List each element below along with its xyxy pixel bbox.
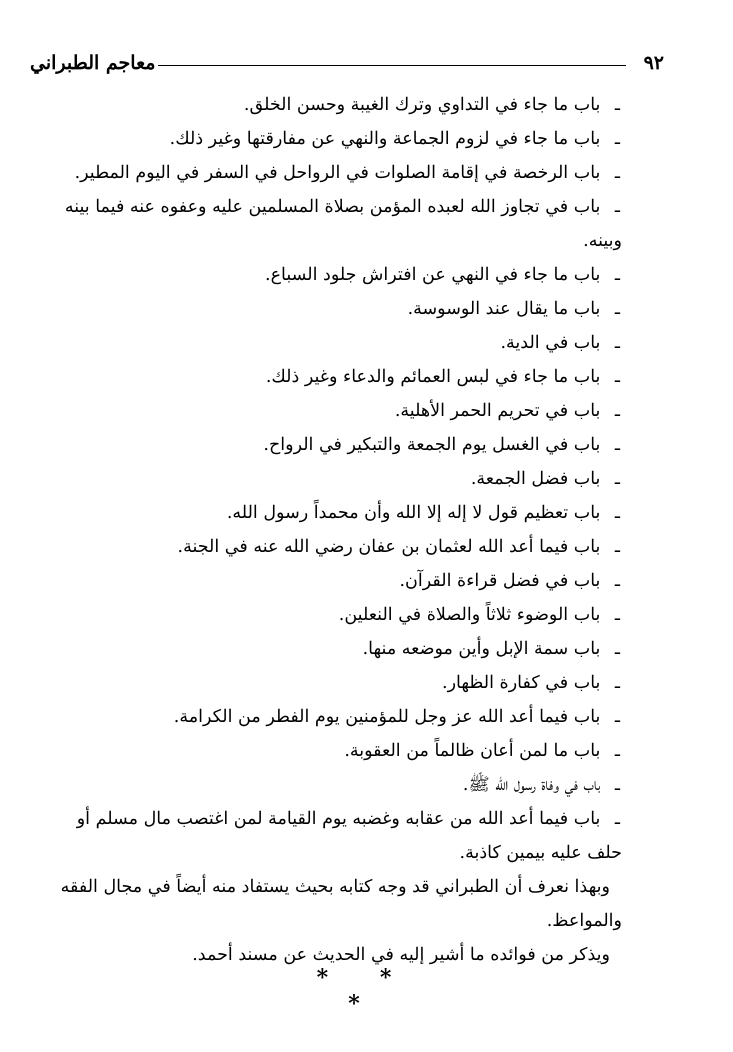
item-dash: ـ	[614, 299, 620, 319]
list-item	[62, 428, 620, 462]
item-dash: ـ	[614, 333, 620, 353]
item-continuation: حلف عليه بيمين كاذبة.	[459, 843, 622, 863]
item-text: باب ما جاء في التداوي وترك الغيبة وحسن الخلق.	[243, 95, 601, 115]
paragraph-continuation: والمواعظ.	[546, 911, 622, 931]
list-item	[62, 666, 620, 700]
item-text: باب ما يقال عند الوسوسة.	[407, 299, 601, 319]
item-text: باب فضل الجمعة.	[470, 469, 601, 489]
item-text: باب تعظيم قول لا إله إلا الله وأن محمداً رسول الله.	[226, 503, 601, 523]
list-item	[62, 802, 620, 836]
item-text: باب في كفارة الظهار.	[442, 673, 601, 693]
list-item	[62, 734, 620, 768]
item-text: باب في وفاة رسول الله ﷺ.	[462, 775, 601, 795]
list-item	[62, 360, 620, 394]
item-dash: ـ	[614, 775, 620, 795]
body-text	[62, 88, 620, 972]
item-dash: ـ	[614, 503, 620, 523]
item-dash: ـ	[614, 435, 620, 455]
running-title: معاجم الطبراني	[30, 52, 156, 74]
item-text: باب ما جاء في لزوم الجماعة والنهي عن مفارقتها وغير ذلك.	[169, 129, 601, 149]
item-text: باب في تجاوز الله لعبده المؤمن بصلاة المسلمين عليه وعفوه عنه فيما بينه	[64, 197, 601, 217]
header-rule	[158, 65, 626, 66]
item-text: باب الرخصة في إقامة الصلوات في الرواحل في السفر في اليوم المطير.	[74, 163, 601, 183]
item-dash: ـ	[614, 605, 620, 625]
item-text: باب ما جاء في لبس العمائم والدعاء وغير ذلك.	[265, 367, 601, 387]
item-text: باب ما جاء في النهي عن افتراش جلود السباع.	[265, 265, 601, 285]
list-item	[62, 598, 620, 632]
item-text: باب فيما أعد الله عز وجل للمؤمنين يوم الفطر من الكرامة.	[173, 707, 601, 727]
item-text: باب في الغسل يوم الجمعة والتبكير في الرواح.	[263, 435, 601, 455]
list-item	[62, 292, 620, 326]
list-item	[62, 768, 620, 802]
list-item	[62, 88, 620, 122]
list-item	[62, 190, 620, 224]
item-continuation: وبينه.	[583, 231, 622, 251]
list-item	[62, 326, 620, 360]
item-text: باب في فضل قراءة القرآن.	[399, 571, 601, 591]
section-separator: * * *	[316, 965, 414, 1017]
item-text: باب في الدية.	[500, 333, 601, 353]
list-item	[62, 496, 620, 530]
item-dash: ـ	[614, 197, 620, 217]
list-item	[62, 564, 620, 598]
item-dash: ـ	[614, 809, 620, 829]
list-item	[62, 258, 620, 292]
item-dash: ـ	[614, 707, 620, 727]
item-text: باب سمة الإبل وأين موضعه منها.	[362, 639, 601, 659]
item-dash: ـ	[614, 367, 620, 387]
list-item	[62, 394, 620, 428]
list-item	[62, 632, 620, 666]
item-dash: ـ	[614, 401, 620, 421]
item-text: باب في تحريم الحمر الأهلية.	[394, 401, 601, 421]
list-item	[62, 530, 620, 564]
paragraph: ويذكر من فوائده ما أشير إليه في الحديث عن مسند أحمد.	[192, 945, 610, 965]
item-dash: ـ	[614, 469, 620, 489]
list-item	[62, 122, 620, 156]
list-item	[62, 156, 620, 190]
item-dash: ـ	[614, 571, 620, 591]
paragraph: وبهذا نعرف أن الطبراني قد وجه كتابه بحيث يستفاد منه أيضاً في مجال الفقه	[60, 877, 610, 897]
item-dash: ـ	[614, 129, 620, 149]
item-dash: ـ	[614, 95, 620, 115]
list-item	[62, 462, 620, 496]
running-header	[30, 52, 664, 78]
item-dash: ـ	[614, 741, 620, 761]
item-dash: ـ	[614, 537, 620, 557]
list-item	[62, 700, 620, 734]
page-number: ٩٢	[643, 52, 664, 74]
item-text: باب فيما أعد الله لعثمان بن عفان رضي الله عنه في الجنة.	[177, 537, 601, 557]
item-dash: ـ	[614, 163, 620, 183]
item-dash: ـ	[614, 673, 620, 693]
item-dash: ـ	[614, 639, 620, 659]
item-dash: ـ	[614, 265, 620, 285]
item-text: باب فيما أعد الله من عقابه وغضبه يوم القيامة لمن اغتصب مال مسلم أو	[76, 809, 601, 829]
item-text: باب الوضوء ثلاثاً والصلاة في النعلين.	[338, 605, 601, 625]
item-text: باب ما لمن أعان ظالماً من العقوبة.	[344, 741, 601, 761]
